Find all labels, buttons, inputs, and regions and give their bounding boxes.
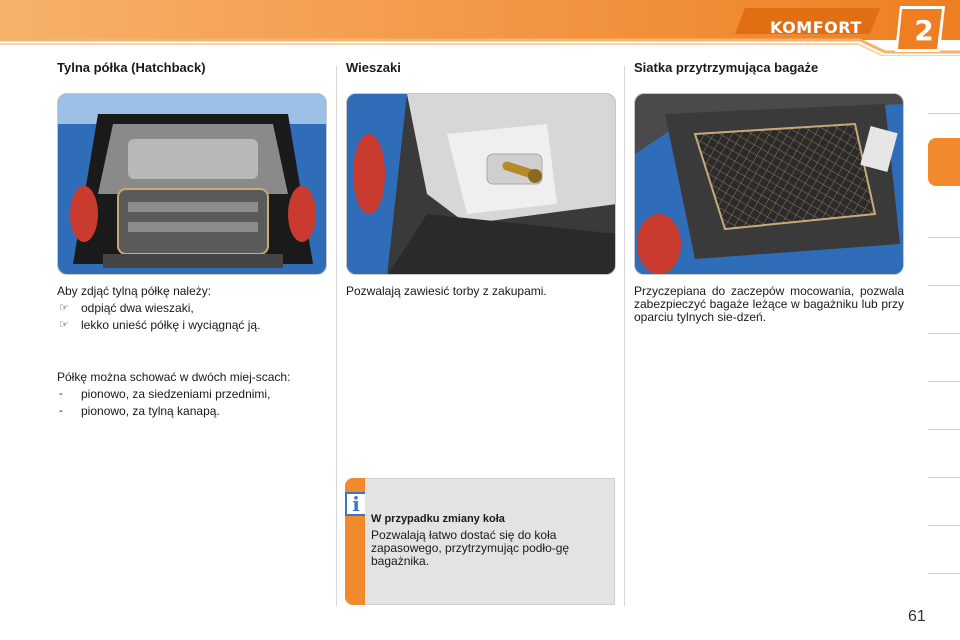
info-box-text: Pozwalają łatwo dostać się do koła zapasowego, przytrzymując podło-gę bagażnika. xyxy=(371,528,570,568)
info-icon: i xyxy=(345,492,367,516)
info-box xyxy=(345,478,615,605)
section-heading-rear-shelf: Tylna półka (Hatchback) xyxy=(57,60,206,75)
pointing-hand-icon: ☞ xyxy=(59,319,69,331)
page-header xyxy=(0,0,960,56)
section-title: KOMFORT xyxy=(770,18,862,37)
chapter-tab-8[interactable] xyxy=(928,430,960,478)
list-item: - pionowo, za siedzeniami przednimi, xyxy=(59,387,271,401)
rear-shelf-steps xyxy=(57,300,327,334)
column-divider xyxy=(336,66,337,606)
chapter-tab-9[interactable] xyxy=(928,478,960,526)
dash-bullet: - xyxy=(59,405,63,417)
rear-shelf-storage-options xyxy=(57,386,327,420)
column-hooks xyxy=(346,60,616,298)
column-divider xyxy=(624,66,625,606)
dash-bullet: - xyxy=(59,388,63,400)
hooks-description: Pozwalają zawiesić torby z zakupami. xyxy=(346,284,547,298)
chapter-tab-1[interactable] xyxy=(928,66,960,114)
list-item: ☞ odpiąć dwa wieszaki, xyxy=(59,301,194,315)
list-item: - pionowo, za tylną kanapą. xyxy=(59,404,220,418)
section-heading-hooks: Wieszaki xyxy=(346,60,401,75)
chapter-tab-4[interactable] xyxy=(928,238,960,286)
chapter-tab-3[interactable] xyxy=(928,190,960,238)
chapter-tab-6[interactable] xyxy=(928,334,960,382)
trunk-hook-photo xyxy=(346,93,616,275)
luggage-net-photo xyxy=(634,93,904,275)
info-box-title: W przypadku zmiany koła xyxy=(371,513,505,525)
chapter-tab-5[interactable] xyxy=(928,286,960,334)
pointing-hand-icon: ☞ xyxy=(59,302,69,314)
list-item: ☞ lekko unieść półkę i wyciągnąć ją. xyxy=(59,318,261,332)
rear-shelf-intro: Aby zdjąć tylną półkę należy: xyxy=(57,284,212,298)
column-rear-shelf xyxy=(57,60,327,420)
chapter-tabs xyxy=(928,66,960,576)
section-heading-luggage-net: Siatka przytrzymująca bagaże xyxy=(634,60,819,75)
page-number: 61 xyxy=(908,608,926,625)
chapter-tab-2-active[interactable] xyxy=(928,138,960,186)
chapter-tab-7[interactable] xyxy=(928,382,960,430)
info-box-content xyxy=(365,478,615,605)
luggage-net-description: Przyczepiana do zaczepów mocowania, pozwala zabezpieczyć bagaże leżące w bagażniku lub przy oparciu tylnych sie-dzeń. xyxy=(634,284,904,324)
hatchback-trunk-shelf-photo xyxy=(57,93,327,275)
chapter-tab-10[interactable] xyxy=(928,526,960,574)
rear-shelf-storage-paragraph: Półkę można schować w dwóch miej-scach: xyxy=(57,370,291,384)
column-luggage-net xyxy=(634,60,904,324)
chapter-number: 2 xyxy=(914,14,934,47)
